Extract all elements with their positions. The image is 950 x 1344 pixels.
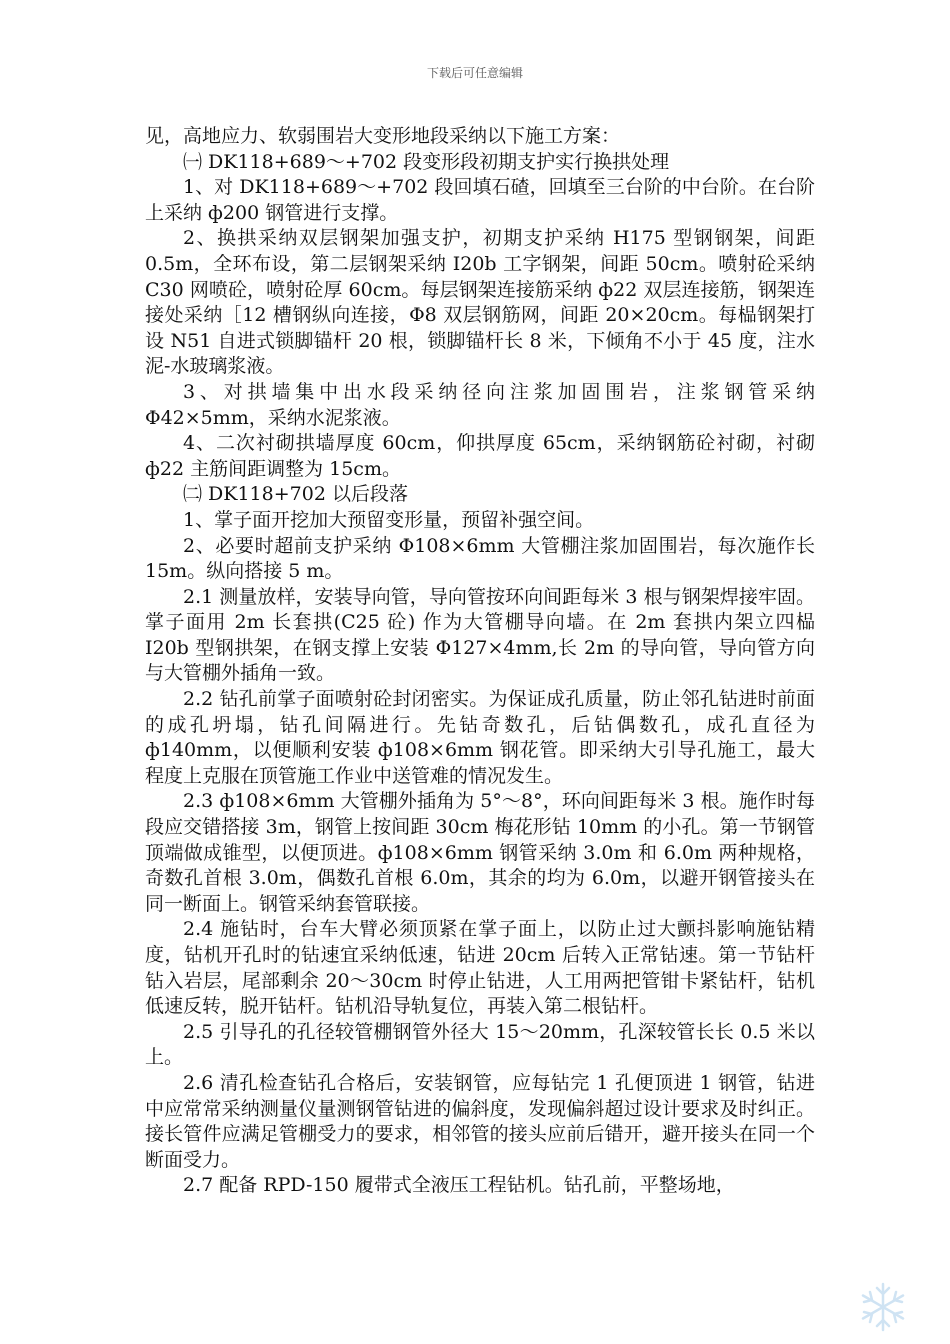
- paragraph: 2.6 清孔检查钻孔合格后，安装钢管，应每钻完 1 孔便顶进 1 钢管，钻进中应常常采纳测量仪量测钢管钻进的偏斜度，发现偏斜超过设计要求及时纠正。接长管件应满足管棚受力的要求，相邻管的接头应前后错开，避开接头在同一个断面受力。: [145, 1071, 815, 1171]
- snowflake-watermark-icon: [856, 1280, 910, 1334]
- document-body: [145, 124, 815, 1199]
- paragraph: 2.5 引导孔的孔径较管棚钢管外径大 15～20mm，孔深较管长长 0.5 米以上。: [145, 1020, 815, 1069]
- section-heading-2: ㈡ DK118+702 以后段落: [183, 483, 408, 506]
- paragraph: 2.4 施钻时，台车大臂必须顶紧在掌子面上，以防止过大颤抖影响施钻精度，钻机开孔时的钻速宜采纳低速，钻进 20cm 后转入正常钻速。第一节钻杆钻入岩层，尾部剩余 20～30cm 时停止钻进，人工用两把管钳卡紧钻杆，钻机低速反转，脱开钻杆。钻机沿导轨复位，再装入第二根钻杆。: [145, 918, 815, 1018]
- paragraph: 2.3 ф108×6mm 大管棚外插角为 5°～8°，环向间距每米 3 根。施作时每段应交错搭接 3m，钢管上按间距 30cm 梅花形钻 10mm 的小孔。第一节钢管顶端做成锥型，以便顶进。ф108×6mm 钢管采纳 3.0m 和 6.0m 两种规格，奇数孔首根 3.0m，偶数孔首根 6.0m，其余的均为 6.0m，以避开钢管接头在同一断面上。钢管采纳套管联接。: [145, 790, 815, 915]
- paragraph: 2.1 测量放样，安装导向管，导向管按环向间距每米 3 根与钢架焊接牢固。掌子面用 2m 长套拱(C25 砼) 作为大管棚导向墙。在 2m 套拱内架立四榀 I20b 型钢拱架，在钢支撑上安装 Φ127×4mm,长 2m 的导向管，导向管方向与大管棚外插角一致。: [145, 585, 815, 685]
- page-header: 下载后可任意编辑: [426, 66, 523, 80]
- paragraph-intro: 见，高地应力、软弱围岩大变形地段采纳以下施工方案：: [145, 125, 621, 147]
- section-heading-1: ㈠ DK118+689～+702 段变形段初期支护实行换拱处理: [183, 150, 670, 173]
- paragraph: 1、对 DK118+689～+702 段回填石碴，回填至三台阶的中台阶。在台阶上采纳 ф200 钢管进行支撑。: [145, 176, 815, 224]
- paragraph: 2、换拱采纳双层钢架加强支护，初期支护采纳 H175 型钢钢架，间距 0.5m，全环布设，第二层钢架采纳 I20b 工字钢架，间距 50cm。喷射砼采纳 C30 网喷砼，喷射砼厚 60cm。每层钢架连接筋采纳 ф22 双层连接筋，钢架连接处采纳［12 槽钢纵向连接，Φ8 双层钢筋网，间距 20×20cm。每榀钢架打设 N51 自进式锁脚锚杆 20 根，锁脚锚杆长 8 米，下倾角不小于 45 度，注水泥-水玻璃浆液。: [145, 227, 815, 378]
- paragraph: 2.7 配备 RPD-150 履带式全液压工程钻机。钻孔前，平整场地，: [183, 1174, 735, 1197]
- paragraph: 4、二次衬砌拱墙厚度 60cm，仰拱厚度 65cm，采纳钢筋砼衬砌，衬砌 ф22 主筋间距调整为 15cm。: [145, 432, 815, 480]
- paragraph: 1、掌子面开挖加大预留变形量，预留补强空间。: [183, 508, 595, 531]
- paragraph: 2、必要时超前支护采纳 Φ108×6mm 大管棚注浆加固围岩，每次施作长 15m。纵向搭接 5 m。: [145, 534, 815, 583]
- paragraph: 3、对拱墙集中出水段采纳径向注浆加固围岩，注浆钢管采纳 Φ42×5mm，采纳水泥浆液。: [145, 380, 815, 429]
- paragraph: 2.2 钻孔前掌子面喷射砼封闭密实。为保证成孔质量，防止邻孔钻进时前面的成孔坍塌，钻孔间隔进行。先钻奇数孔，后钻偶数孔，成孔直径为 ф140mm，以便顺利安装 ф108×6mm 钢花管。即采纳大引导孔施工，最大程度上克服在顶管施工作业中送管难的情况发生。: [145, 688, 815, 787]
